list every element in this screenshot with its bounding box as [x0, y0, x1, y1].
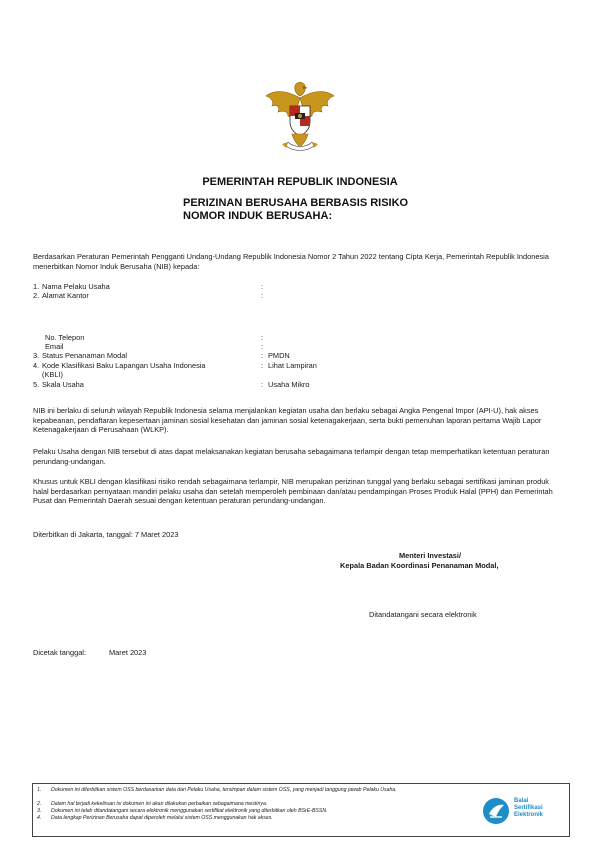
field-kbli: 4. Kode Klasifikasi Baku Lapangan Usaha Indonesia (KBLI) : Lihat Lampiran	[33, 361, 317, 379]
issued-place-date: Diterbitkan di Jakarta, tanggal: 7 Maret 2023	[33, 530, 179, 539]
bsre-logo-line3: Elektronik	[514, 812, 544, 818]
footnote-1: 1. Dokumen ini diterbitkan sistem OSS berdasarkan data dari Pelaku Usaha, tersimpan dalam sistem OSS, yang menjadi tanggung jawab Pelaku Usaha.	[37, 787, 397, 793]
bsre-logo-icon	[481, 796, 511, 826]
field-status-penanaman-modal: 3. Status Penanaman Modal : PMDN	[33, 351, 290, 360]
electronic-signature-note: Ditandatangani secara elektronik	[369, 610, 477, 619]
nib-title: NOMOR INDUK BERUSAHA:	[183, 210, 333, 222]
nib-validity-paragraph: NIB ini berlaku di seluruh wilayah Republik Indonesia selama menjalankan kegiatan usaha dan berlaku sebagai Angka Pengenal Impor (API-U), hak akses kepabeanan, pendaftaran kepesertaan jaminan sosial kesehatan dan jaminan sosial ketenagakerjaan, serta bukti pemenuhan laporan pertama Wajib Lapor Ketenagakerjaan di Perusahaan (WLKP).	[33, 406, 542, 435]
bsre-logo	[481, 794, 567, 828]
field-telepon: No. Telepon :	[45, 333, 264, 342]
printed-date-value: Maret 2023	[109, 648, 147, 657]
footnote-3: 3. Dokumen ini telah ditandatangani secara elektronik menggunakan sertifikat elektronik yang diterbitkan oleh BSrE-BSSN.	[37, 808, 328, 814]
footnote-box	[32, 783, 570, 837]
printed-date-label: Dicetak tanggal:	[33, 648, 86, 657]
garuda-icon	[262, 78, 338, 156]
footnote-2: 2. Dalam hal terjadi kekeliruan isi dokumen ini akan dilakukan perbaikan sebagaimana mestinya.	[37, 801, 268, 807]
halal-certification-paragraph: Khusus untuk KBLI dengan klasifikasi risiko rendah sebagaimana terlampir, NIB merupakan perizinan tunggal yang berlaku sebagai sertifikasi jaminan produk halal berdasarkan pernyataan mandiri pelaku usaha dan setelah memperoleh pembinaan dan/atau pendampingan Proses Produk Halal (PPH) dan Pemerintah Pusat dan Pemerintah Daerah sesuai dengan ketentuan peraturan perundang-undangan.	[33, 477, 553, 506]
field-alamat-kantor: 2. Alamat Kantor :	[33, 291, 264, 300]
bsre-logo-line2: Sertifikasi	[514, 805, 543, 811]
field-email: Email :	[45, 342, 264, 351]
government-title: PEMERINTAH REPUBLIK INDONESIA	[202, 176, 398, 188]
signatory-agency: Kepala Badan Koordinasi Penanaman Modal,	[340, 561, 499, 570]
intro-paragraph: Berdasarkan Peraturan Pemerintah Pengganti Undang-Undang Republik Indonesia Nomor 2 Tahun 2022 tentang Cipta Kerja, Pemerintah Republik Indonesia menerbitkan Nomor Induk Berusaha (NIB) kepada:	[33, 252, 549, 271]
bsre-logo-line1: Balai	[514, 798, 529, 804]
signatory-title: Menteri Investasi/	[399, 551, 462, 560]
footnote-4: 4. Data lengkap Perizinan Berusaha dapat diperoleh melalui sistem OSS menggunakan hak akses.	[37, 815, 273, 821]
business-activity-paragraph: Pelaku Usaha dengan NIB tersebut di atas dapat melaksanakan kegiatan berusaha sebagaimana terlampir dengan tetap memperhatikan ketentuan peraturan perundang-undangan.	[33, 447, 550, 466]
field-nama-pelaku-usaha: 1. Nama Pelaku Usaha :	[33, 282, 264, 291]
field-skala-usaha: 5. Skala Usaha : Usaha Mikro	[33, 380, 310, 389]
garuda-emblem	[262, 78, 338, 156]
permit-title: PERIZINAN BERUSAHA BERBASIS RISIKO	[183, 197, 409, 209]
